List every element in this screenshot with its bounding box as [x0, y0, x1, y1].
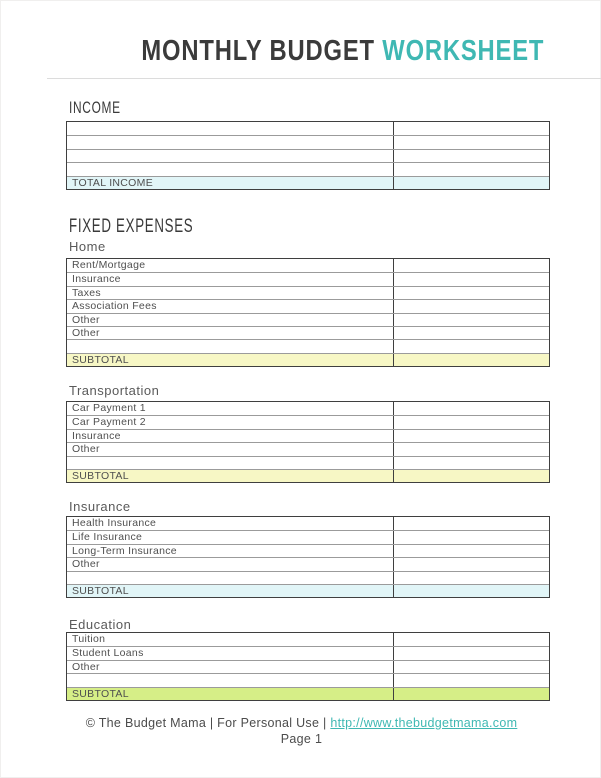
expense-label-cell: [67, 457, 394, 469]
amount-cell: [394, 430, 549, 442]
income-table: [66, 121, 550, 190]
amount-cell: [394, 150, 549, 162]
amount-cell: [394, 674, 549, 686]
table-row: [67, 286, 549, 299]
table-row: [67, 646, 549, 659]
subtotal-value: [394, 688, 549, 700]
table-row: [67, 402, 549, 415]
table-row: [67, 272, 549, 285]
amount-cell: [394, 259, 549, 272]
expense-label-cell: Other: [67, 327, 394, 339]
expense-label-cell: Insurance: [67, 430, 394, 442]
expense-label-cell: Association Fees: [67, 300, 394, 312]
subtotal-row: [67, 469, 549, 482]
table-row: [67, 660, 549, 673]
amount-cell: [394, 545, 549, 557]
subtotal-row: [67, 584, 549, 597]
subtotal-label: SUBTOTAL: [67, 354, 394, 366]
transportation-table: [66, 401, 550, 483]
header-divider: [47, 78, 601, 79]
expense-label-cell: Car Payment 2: [67, 416, 394, 428]
subtotal-row: [67, 687, 549, 700]
expense-label-cell: Other: [67, 661, 394, 673]
amount-cell: [394, 531, 549, 543]
page-title-main: MONTHLY BUDGET: [141, 35, 383, 67]
expense-label-cell: Tuition: [67, 633, 394, 646]
page-title-accent: WORKSHEET: [382, 35, 544, 67]
amount-cell: [394, 163, 549, 175]
table-row: [67, 517, 549, 530]
table-row: [67, 122, 549, 135]
subtotal-value: [394, 470, 549, 482]
expense-label-cell: Insurance: [67, 273, 394, 285]
table-row: [67, 429, 549, 442]
table-row: [67, 456, 549, 469]
expense-label-cell: Car Payment 1: [67, 402, 394, 415]
amount-cell: [394, 340, 549, 352]
income-label-cell: [67, 136, 394, 148]
footer-website-link[interactable]: http://www.thebudgetmama.com: [330, 716, 518, 730]
amount-cell: [394, 457, 549, 469]
amount-cell: [394, 416, 549, 428]
amount-cell: [394, 661, 549, 673]
amount-cell: [394, 633, 549, 646]
subtotal-row: [67, 353, 549, 366]
table-row: [67, 633, 549, 646]
table-row: [67, 135, 549, 148]
amount-cell: [394, 572, 549, 584]
income-heading: INCOME: [69, 98, 121, 117]
table-row: [67, 326, 549, 339]
expense-label-cell: Other: [67, 558, 394, 570]
footer: [1, 716, 601, 731]
footer-copyright: © The Budget Mama | For Personal Use |: [85, 716, 327, 730]
table-row: [67, 544, 549, 557]
section-education-heading: Education: [69, 617, 132, 632]
page-number: Page 1: [280, 732, 323, 746]
amount-cell: [394, 273, 549, 285]
expense-label-cell: Rent/Mortgage: [67, 259, 394, 272]
subtotal-value: [394, 585, 549, 597]
section-transportation-heading: Transportation: [69, 383, 160, 398]
section-home-heading: Home: [69, 239, 106, 254]
section-insurance-heading: Insurance: [69, 499, 131, 514]
amount-cell: [394, 314, 549, 326]
home-table: [66, 258, 550, 367]
table-row: [67, 415, 549, 428]
expense-label-cell: Health Insurance: [67, 517, 394, 530]
table-row: [67, 442, 549, 455]
expense-label-cell: [67, 340, 394, 352]
expense-label-cell: Other: [67, 314, 394, 326]
expense-label-cell: Taxes: [67, 287, 394, 299]
total-income-label: TOTAL INCOME: [67, 177, 394, 189]
table-row: [67, 149, 549, 162]
education-table: [66, 632, 550, 701]
subtotal-value: [394, 354, 549, 366]
income-label-cell: [67, 163, 394, 175]
table-row: [67, 530, 549, 543]
amount-cell: [394, 517, 549, 530]
fixed-expenses-heading: FIXED EXPENSES: [69, 216, 194, 237]
amount-cell: [394, 122, 549, 135]
amount-cell: [394, 443, 549, 455]
expense-label-cell: [67, 572, 394, 584]
table-row: [67, 313, 549, 326]
subtotal-label: SUBTOTAL: [67, 585, 394, 597]
page-title: [141, 35, 544, 68]
income-label-cell: [67, 150, 394, 162]
amount-cell: [394, 558, 549, 570]
table-row: [67, 673, 549, 686]
subtotal-label: SUBTOTAL: [67, 470, 394, 482]
amount-cell: [394, 136, 549, 148]
expense-label-cell: Student Loans: [67, 647, 394, 659]
amount-cell: [394, 647, 549, 659]
table-row: [67, 339, 549, 352]
expense-label-cell: Life Insurance: [67, 531, 394, 543]
table-row: [67, 162, 549, 175]
total-income-value: [394, 177, 549, 189]
table-row: [67, 299, 549, 312]
subtotal-label: SUBTOTAL: [67, 688, 394, 700]
expense-label-cell: Other: [67, 443, 394, 455]
table-row: [67, 571, 549, 584]
amount-cell: [394, 300, 549, 312]
income-label-cell: [67, 122, 394, 135]
expense-label-cell: [67, 674, 394, 686]
table-row: [67, 557, 549, 570]
amount-cell: [394, 287, 549, 299]
amount-cell: [394, 327, 549, 339]
table-row: [67, 259, 549, 272]
insurance-table: [66, 516, 550, 598]
expense-label-cell: Long-Term Insurance: [67, 545, 394, 557]
amount-cell: [394, 402, 549, 415]
total-income-row: [67, 176, 549, 189]
